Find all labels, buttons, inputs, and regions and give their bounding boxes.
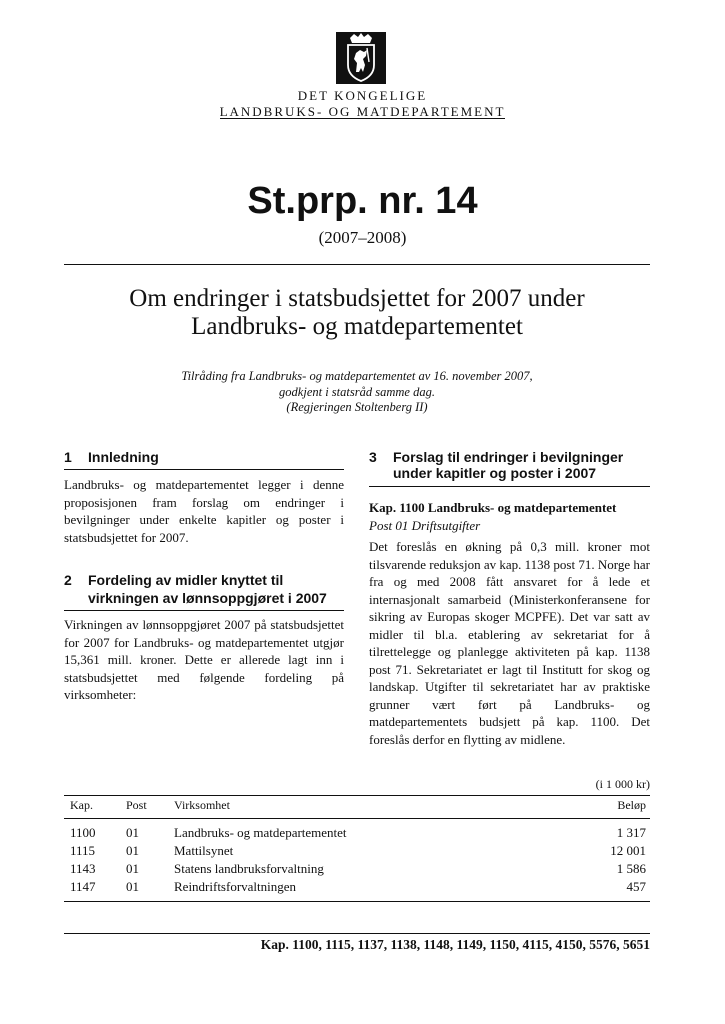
section-3-body: Det foreslås en økning på 0,3 mill. kroner mot tilsvarende reduksjon av kap. 1138 post 71. Norge har fra og med 2008 fått ansvaret for å lede et internasjonalt samarbeid (Ministerkonferansene for sikring av Europas skoger MCPFE). Det var satt av midler til bl.a. etablering av sekretariat for å tilrettelegge og planlegge aktiviteten på kap. 1138 post 71. Sekretariatet er lagt til Institutt for skog og landskap. Utgifter til sekretariatet har av praktiske grunner vært ført på Landbruks- og matdepartementets budsjett på kap. 1100. Det foreslås derfor en flytting av midlene.: [369, 539, 650, 747]
section-title-line: virkningen av lønnsoppgjøret i 2007: [88, 590, 327, 606]
cell-kap: 1100: [70, 825, 96, 840]
cell-virksomhet: Statens landbruksforvaltning: [174, 861, 324, 876]
table-row: [64, 861, 650, 879]
ministry-underline: [220, 118, 505, 119]
session-years: (2007–2008): [318, 228, 407, 247]
cell-kap: 1147: [70, 879, 96, 894]
title-line: Landbruks- og matdepartementet: [191, 313, 523, 340]
document-number: St.prp. nr. 14: [247, 180, 478, 222]
header-kap: Kap.: [70, 798, 93, 812]
cell-post: 01: [126, 825, 139, 840]
section-2-heading: [64, 572, 344, 608]
recommendation-note: [64, 369, 650, 416]
section-1-body: Landbruks- og matdepartementet legger i denne proposisjonen fram forslag om endringer i bevilgninger under enkelte kapitler og poster i statsbudsjettet for 2007.: [64, 477, 344, 545]
section-2-rule: [64, 610, 344, 611]
cell-virksomhet: Mattilsynet: [174, 843, 234, 858]
header-virksomhet: Virksomhet: [174, 798, 230, 812]
table-bottom-rule: [64, 901, 650, 902]
footer-chapters: Kap. 1100, 1115, 1137, 1138, 1148, 1149, 1150, 4115, 4150, 5576, 5651: [260, 937, 650, 952]
cell-virksomhet: Reindriftsforvaltningen: [174, 879, 297, 894]
kap-heading: Kap. 1100 Landbruks- og matdepartementet: [369, 500, 617, 515]
footer-rule: [64, 933, 650, 934]
table-unit: (i 1 000 kr): [595, 777, 650, 791]
ministry-name-line1: DET KONGELIGE: [297, 88, 428, 103]
section-title: Innledning: [88, 449, 159, 465]
title-divider: [64, 264, 650, 265]
cell-belop: 12 001: [610, 843, 646, 858]
table-row: [64, 825, 650, 843]
cell-post: 01: [126, 843, 139, 858]
cell-belop: 1 317: [616, 825, 646, 840]
table-row: [64, 879, 650, 897]
cell-belop: 1 586: [616, 861, 646, 876]
title-line: Om endringer i statsbudsjettet for 2007 under: [129, 285, 585, 312]
post-heading: Post 01 Driftsutgifter: [369, 518, 481, 533]
section-1-rule: [64, 469, 344, 470]
section-number: 2: [64, 572, 72, 588]
section-title-line: Forslag til endringer i bevilgninger: [393, 449, 624, 465]
table-header-row: [64, 796, 650, 818]
section-title-line: Fordeling av midler knyttet til: [88, 572, 284, 588]
subtitle-line: Tilråding fra Landbruks- og matdepartementet av 16. november 2007,: [181, 369, 533, 383]
cell-kap: 1115: [70, 843, 96, 858]
cell-post: 01: [126, 879, 139, 894]
section-number: 3: [369, 449, 377, 465]
cell-post: 01: [126, 861, 139, 876]
ministry-name-line2: LANDBRUKS- OG MATDEPARTEMENT: [219, 104, 506, 119]
section-1-heading: [64, 449, 344, 469]
coat-of-arms-icon: [336, 32, 386, 84]
section-number: 1: [64, 449, 72, 465]
header-belop: Beløp: [617, 798, 646, 812]
document-title: [64, 285, 650, 341]
allocation-table: [64, 795, 650, 902]
cell-virksomhet: Landbruks- og matdepartementet: [174, 825, 347, 840]
section-3-heading: [369, 449, 650, 485]
cell-kap: 1143: [70, 861, 96, 876]
cell-belop: 457: [626, 879, 646, 894]
subtitle-line: godkjent i statsråd samme dag.: [279, 384, 435, 399]
table-row: [64, 843, 650, 861]
section-2-body: Virkningen av lønnsoppgjøret 2007 på statsbudsjettet for 2007 for Landbruks- og matdepartementet utgjør 15,361 mill. kroner. Dette er allerede lagt inn i statsbudsjettet med følgende fordeling på virksomheter:: [64, 617, 344, 702]
section-3-rule: [369, 486, 650, 487]
section-title-line: under kapitler og poster i 2007: [393, 465, 597, 481]
subtitle-line: (Regjeringen Stoltenberg II): [286, 400, 428, 414]
header-post: Post: [126, 798, 147, 812]
